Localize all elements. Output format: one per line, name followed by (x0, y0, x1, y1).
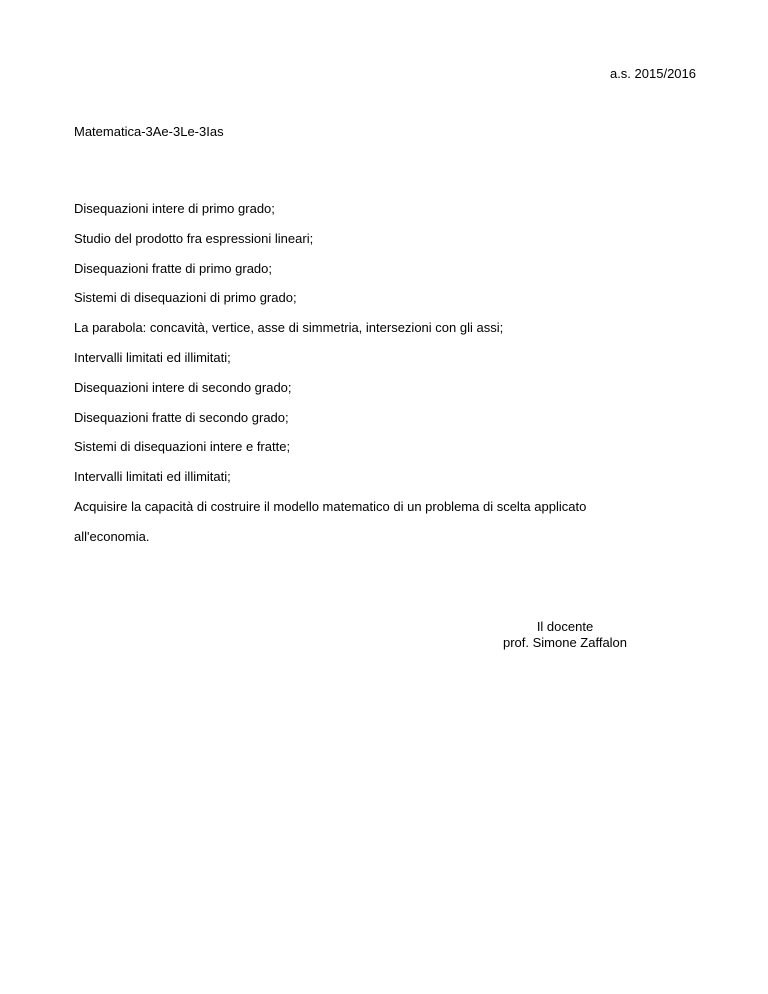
topic-item: Sistemi di disequazioni di primo grado; (74, 290, 297, 306)
topic-item: Intervalli limitati ed illimitati; (74, 469, 231, 485)
signature-role: Il docente (536, 619, 594, 634)
topic-item: Disequazioni fratte di secondo grado; (74, 409, 289, 425)
topic-item: Intervalli limitati ed illimitati; (74, 349, 231, 365)
signature-block (480, 619, 650, 650)
signature-name: prof. Simone Zaffalon (502, 634, 628, 650)
topic-item: Studio del prodotto fra espressioni lineari; (74, 230, 314, 246)
subject-title: Matematica-3Ae-3Le-3Ias (74, 124, 224, 139)
topic-item: Disequazioni intere di primo grado; (74, 201, 275, 216)
school-year: a.s. 2015/2016 (609, 66, 696, 81)
topic-item: La parabola: concavità, vertice, asse di simmetria, intersezioni con gli assi; (74, 320, 504, 336)
topic-item: all'economia. (74, 528, 150, 544)
topic-item: Sistemi di disequazioni intere e fratte; (74, 439, 291, 455)
topic-item: Disequazioni fratte di primo grado; (74, 260, 272, 276)
topic-item: Disequazioni intere di secondo grado; (74, 379, 292, 395)
topic-list (74, 201, 694, 559)
topic-item: Acquisire la capacità di costruire il modello matematico di un problema di scelta applicato (74, 498, 587, 514)
